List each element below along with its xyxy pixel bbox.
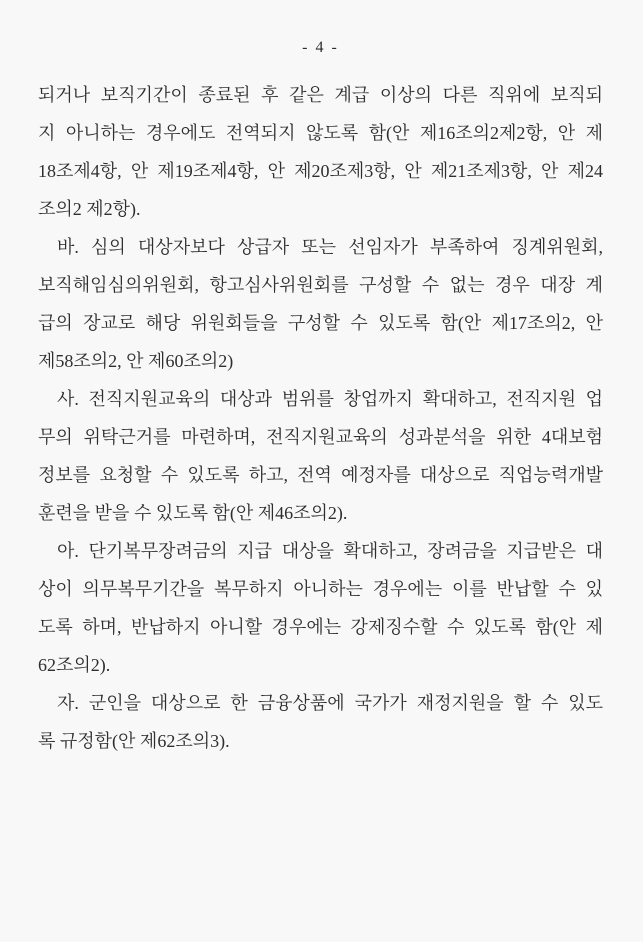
- paragraph: [38, 380, 603, 532]
- text-line: 62조의2).: [38, 655, 111, 675]
- text-line: 바. 심의 대상자보다 상급자 또는 선임자가 부족하여 징계위원회,: [57, 237, 603, 257]
- text-line: 18조제4항, 안 제19조제4항, 안 제20조제3항, 안 제21조제3항, 안 제24: [38, 161, 603, 181]
- page-number: - 4 -: [302, 39, 339, 56]
- text-line: 조의2 제2항).: [38, 199, 141, 219]
- paragraph: [38, 684, 603, 760]
- text-line: 록 규정함(안 제62조의3).: [38, 731, 230, 751]
- text-line: 무의 위탁근거를 마련하며, 전직지원교육의 성과분석을 위한 4대보험: [38, 427, 603, 447]
- text-line: 사. 전직지원교육의 대상과 범위를 창업까지 확대하고, 전직지원 업: [57, 389, 603, 409]
- text-line: 되거나 보직기간이 종료된 후 같은 계급 이상의 다른 직위에 보직되: [38, 85, 603, 105]
- text-line: 아. 단기복무장려금의 지급 대상을 확대하고, 장려금을 지급받은 대: [57, 541, 603, 561]
- text-line: 도록 하며, 반납하지 아니할 경우에는 강제징수할 수 있도록 함(안 제: [38, 617, 603, 637]
- text-line: 급의 장교로 해당 위원회들을 구성할 수 있도록 함(안 제17조의2, 안: [38, 313, 603, 333]
- paragraph: [38, 228, 603, 380]
- paragraph: [38, 76, 603, 228]
- text-line: 자. 군인을 대상으로 한 금융상품에 국가가 재정지원을 할 수 있도: [57, 693, 603, 713]
- document-body: [38, 76, 603, 760]
- text-line: 훈련을 받을 수 있도록 함(안 제46조의2).: [38, 503, 348, 523]
- text-line: 보직해임심의위원회, 항고심사위원회를 구성할 수 없는 경우 대장 계: [38, 275, 603, 295]
- text-line: 상이 의무복무기간을 복무하지 아니하는 경우에는 이를 반납할 수 있: [38, 579, 603, 599]
- text-line: 제58조의2, 안 제60조의2): [38, 351, 234, 371]
- paragraph: [38, 532, 603, 684]
- text-line: 지 아니하는 경우에도 전역되지 않도록 함(안 제16조의2제2항, 안 제: [38, 123, 603, 143]
- text-line: 정보를 요청할 수 있도록 하고, 전역 예정자를 대상으로 직업능력개발: [38, 465, 603, 485]
